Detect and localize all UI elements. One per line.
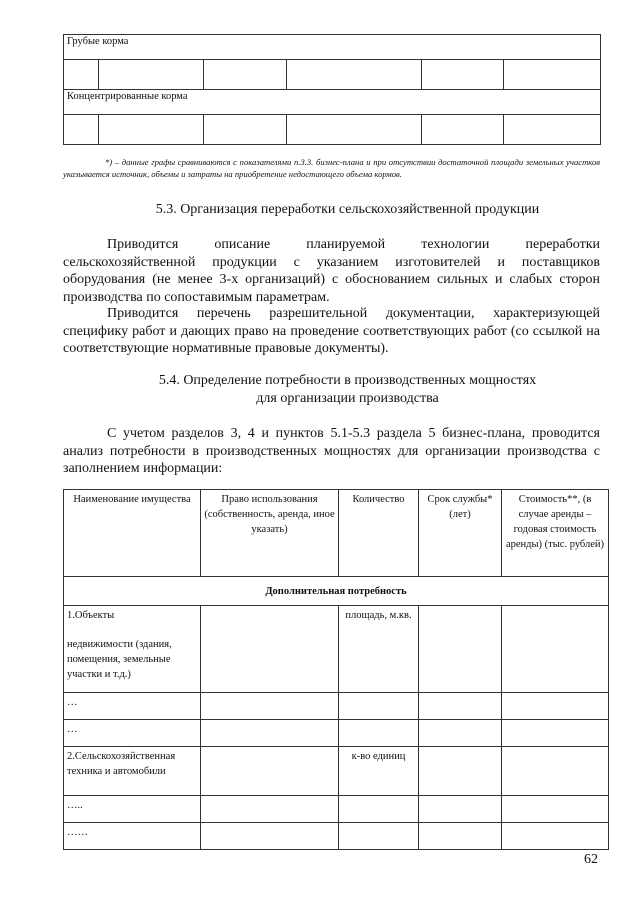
table-row — [64, 823, 609, 850]
row-name: … — [64, 720, 201, 747]
table-row — [64, 115, 601, 145]
row-quantity: к-во единиц — [339, 747, 419, 796]
table-row — [64, 720, 609, 747]
header-quantity: Количество — [339, 490, 419, 577]
section-5-4-title — [0, 372, 640, 408]
feed-table — [63, 34, 601, 145]
row-name: … — [64, 693, 201, 720]
section-label: Дополнительная потребность — [64, 577, 609, 606]
table-row — [64, 60, 601, 90]
table-section-row — [64, 577, 609, 606]
row-name: 2.Сельскохозяйственная техника и автомобили — [64, 747, 201, 796]
row-name: ….. — [64, 796, 201, 823]
page-number: 62 — [584, 852, 598, 867]
header-term: Срок службы* (лет) — [419, 490, 502, 577]
table-header-row — [64, 490, 609, 577]
section-5-3-paragraph-1: Приводится описание планируемой технологии переработки сельскохозяйственной продукции с указанием изготовителей и поставщиков оборудования (не менее 3-х организаций) с обоснованием сильных и слабых сторон производства по сопоставимым параметрам. — [63, 237, 600, 305]
section-5-3-paragraph-2: Приводится перечень разрешительной документации, характеризующей специфику работ и дающих право на проведение соответствующих работ (со ссылкой на соответствующие нормативные правовые документы). — [63, 306, 600, 356]
concentrated-feed-label: Концентрированные корма — [64, 90, 601, 115]
section-5-3-title: 5.3. Организация переработки сельскохозяйственной продукции — [155, 202, 540, 217]
row-quantity: площадь, м.кв. — [339, 606, 419, 693]
table-row — [64, 606, 609, 693]
row-name: …… — [64, 823, 201, 850]
table-row — [64, 747, 609, 796]
header-right: Право использования (собственность, аренда, иное указать) — [201, 490, 339, 577]
table-row — [64, 693, 609, 720]
capacity-needs-table — [63, 489, 609, 850]
rough-feed-label: Грубые корма — [64, 35, 601, 60]
table-row — [64, 796, 609, 823]
feed-footnote: *) – данные графы сравниваются с показателями п.3.3. бизнес-плана и при отсутствии достаточной площади земельных участков указывается источник, объемы и затраты на приобретение недостающего объема кормов. — [63, 156, 600, 179]
section-5-4-title-line-2: для организации производства — [256, 391, 439, 406]
row-name: 1.Объекты недвижимости (здания, помещения, земельные участки и т.д.) — [64, 606, 201, 693]
section-5-4-paragraph-1: С учетом разделов 3, 4 и пунктов 5.1-5.3 раздела 5 бизнес-плана, проводится анализ потребности в производственных мощностях для организации производства с заполнением информации: — [63, 426, 600, 476]
section-5-4-title-line-1: 5.4. Определение потребности в производственных мощностях — [158, 373, 537, 388]
header-name: Наименование имущества — [64, 490, 201, 577]
header-cost: Стоимость**, (в случае аренды – годовая стоимость аренды) (тыс. рублей) — [502, 490, 609, 577]
